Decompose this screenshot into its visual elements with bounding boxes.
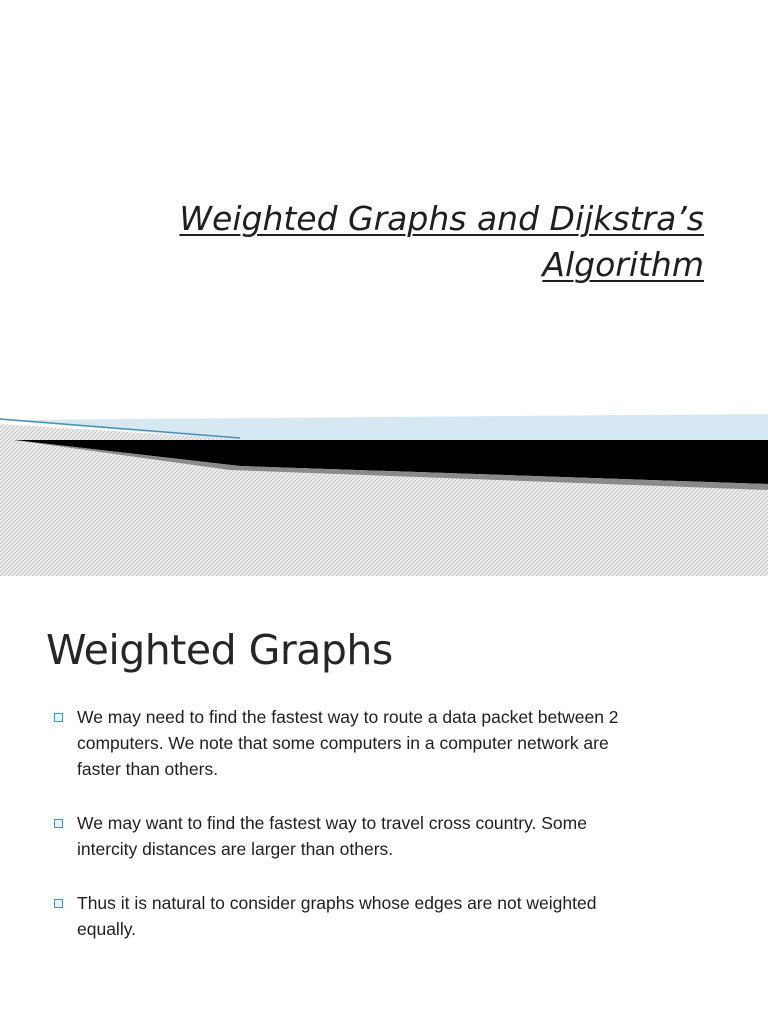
hollow-square-bullet-icon xyxy=(54,819,63,828)
slide-title xyxy=(84,196,704,288)
bullet-line: faster than others. xyxy=(77,759,219,779)
list-item xyxy=(54,704,714,782)
slide-title-line-2: Algorithm xyxy=(542,245,704,284)
bullet-list xyxy=(54,704,714,970)
bullet-line: We may need to find the fastest way to route a data packet between 2 xyxy=(77,707,619,727)
bullet-line: Thus it is natural to consider graphs whose edges are not weighted xyxy=(77,893,597,913)
slide-title-line-1: Weighted Graphs and Dijkstra’s xyxy=(179,199,704,238)
bullet-line: intercity distances are larger than others. xyxy=(77,839,394,859)
list-item xyxy=(54,810,714,862)
list-item xyxy=(54,890,714,942)
bullet-line: computers. We note that some computers in a computer network are xyxy=(77,733,609,753)
content-slide xyxy=(0,576,768,1024)
decorative-stripes xyxy=(0,400,768,576)
content-slide-title: Weighted Graphs xyxy=(46,626,393,674)
hollow-square-bullet-icon xyxy=(54,899,63,908)
bullet-line: equally. xyxy=(77,919,137,939)
bullet-line: We may want to find the fastest way to travel cross country. Some xyxy=(77,813,587,833)
hollow-square-bullet-icon xyxy=(54,713,63,722)
